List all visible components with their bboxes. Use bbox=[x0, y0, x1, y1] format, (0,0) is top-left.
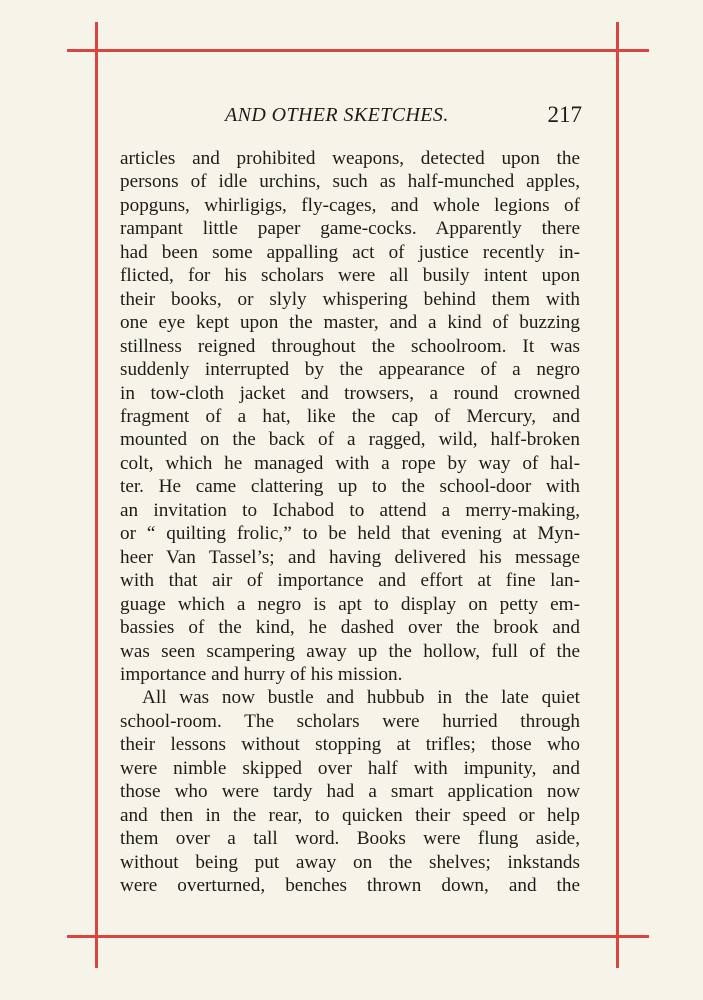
text-line: mounted on the back of a ragged, wild, half-broken bbox=[120, 429, 580, 451]
text-line: them over a tall word. Books were flung aside, bbox=[120, 828, 580, 850]
border-rule-left bbox=[95, 22, 98, 968]
text-line: was seen scampering away up the hollow, full of the bbox=[120, 640, 580, 662]
border-rule-bottom bbox=[67, 935, 649, 938]
text-line: ter. He came clattering up to the school-door with bbox=[120, 476, 580, 498]
border-rule-top bbox=[67, 49, 649, 52]
text-line: flicted, for his scholars were all busily intent upon bbox=[120, 265, 580, 287]
text-line: were overturned, benches thrown down, and the bbox=[120, 875, 580, 897]
text-line: an invitation to Ichabod to attend a merry-making, bbox=[120, 499, 580, 521]
text-line: guage which a negro is apt to display on petty em- bbox=[120, 593, 580, 615]
running-title: AND OTHER SKETCHES. bbox=[225, 104, 449, 126]
text-line: one eye kept upon the master, and a kind of buzzing bbox=[120, 312, 580, 334]
text-line: stillness reigned throughout the schoolroom. It was bbox=[120, 335, 580, 357]
text-line: and then in the rear, to quicken their speed or help bbox=[120, 804, 580, 826]
text-line: All was now bustle and hubbub in the late quiet bbox=[142, 687, 580, 709]
text-line: their books, or slyly whispering behind them with bbox=[120, 288, 580, 310]
text-line: importance and hurry of his mission. bbox=[120, 663, 403, 685]
text-line: fragment of a hat, like the cap of Mercury, and bbox=[120, 405, 580, 427]
text-line: without being put away on the shelves; inkstands bbox=[120, 851, 580, 873]
text-line: popguns, whirligigs, fly-cages, and whole legions of bbox=[120, 194, 580, 216]
text-line: those who were tardy had a smart application now bbox=[120, 781, 580, 803]
text-line: colt, which he managed with a rope by way of hal- bbox=[120, 452, 580, 474]
text-line: were nimble skipped over half with impunity, and bbox=[120, 757, 580, 779]
text-line: in tow-cloth jacket and trowsers, a round crowned bbox=[120, 382, 580, 404]
text-line: articles and prohibited weapons, detected upon the bbox=[120, 148, 580, 169]
text-line: rampant little paper game-cocks. Apparently there bbox=[120, 218, 580, 240]
border-rule-right bbox=[616, 22, 619, 968]
running-head bbox=[120, 100, 584, 130]
text-line: their lessons without stopping at trifles; those who bbox=[120, 734, 580, 756]
text-line: school-room. The scholars were hurried through bbox=[120, 710, 580, 732]
page-number: 217 bbox=[547, 102, 582, 127]
text-line: suddenly interrupted by the appearance of a negro bbox=[120, 359, 580, 381]
body-text bbox=[120, 147, 580, 898]
text-line: with that air of importance and effort at fine lan- bbox=[120, 570, 580, 592]
text-line: or “ quilting frolic,” to be held that evening at Myn- bbox=[120, 523, 580, 545]
text-line: persons of idle urchins, such as half-munched apples, bbox=[120, 171, 580, 193]
text-line: heer Van Tassel’s; and having delivered his message bbox=[120, 546, 580, 568]
text-line: bassies of the kind, he dashed over the brook and bbox=[120, 617, 580, 639]
text-line: had been some appalling act of justice recently in- bbox=[120, 241, 580, 263]
